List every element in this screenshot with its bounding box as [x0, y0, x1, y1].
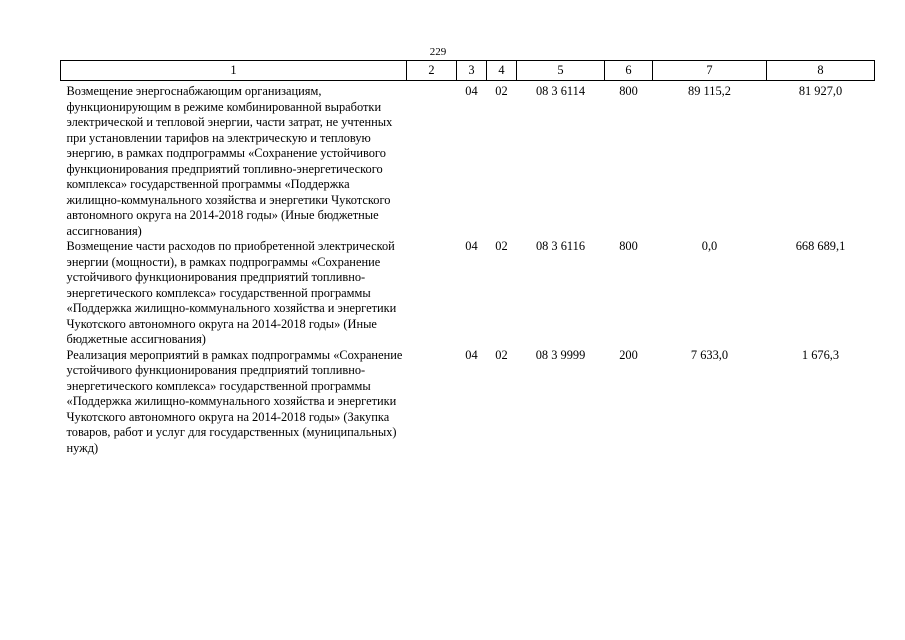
row-section-code: 04: [465, 239, 478, 253]
table-row: [61, 348, 875, 457]
column-header-8: 8: [767, 61, 875, 81]
column-header-3: 3: [457, 61, 487, 81]
row-amount-col8: 668 689,1: [795, 239, 846, 253]
table-header-row: [61, 61, 875, 81]
row-section-code: 04: [465, 84, 478, 98]
row-description: Возмещение энергоснабжающим организациям, функционирующим в режиме комбинированной выработки электрической и тепловой энергии, части затрат, не учтенных при установлении тарифов на электрическую и тепловую энергию, в рамках подпрограммы «Сохранение устойчивого функционирования предприятий топливно-энергетического комплекса» государственной программы «Поддержка жилищно-коммунального хозяйства и энергетики Чукотского автономного округа на 2014-2018 годы» (Иные бюджетные ассигнования): [66, 84, 393, 238]
row-col2: [407, 348, 457, 457]
row-target-article: 08 3 6114: [535, 84, 586, 98]
row-expense-type: 800: [619, 84, 638, 98]
row-amount-col7: 89 115,2: [688, 84, 731, 98]
row-subsection-code: 02: [495, 84, 508, 98]
table-row: [61, 81, 875, 240]
row-col2: [407, 239, 457, 348]
row-target-article: 08 3 6116: [535, 239, 586, 253]
column-header-2: 2: [407, 61, 457, 81]
row-amount-col7: 0,0: [701, 239, 718, 253]
row-expense-type: 200: [619, 347, 638, 362]
table-row: [61, 239, 875, 348]
column-header-4: 4: [487, 61, 517, 81]
row-subsection-code: 02: [495, 347, 508, 362]
column-header-7: 7: [653, 61, 767, 81]
row-expense-type: 800: [619, 239, 638, 253]
row-section-code: 04: [465, 347, 478, 362]
budget-table: [60, 60, 875, 456]
row-amount-col8: 81 927,0: [798, 84, 843, 98]
column-header-6: 6: [605, 61, 653, 81]
row-amount-col7: 7 633,0: [690, 347, 729, 362]
row-description: Возмещение части расходов по приобретенной электрической энергии (мощности), в рамках подпрограммы «Сохранение устойчивого функционирования предприятий топливно-энергетического комплекса» государственной программы «Поддержка жилищно-коммунального хозяйства и энергетики Чукотского автономного округа на 2014-2018 годы» (Иные бюджетные ассигнования): [66, 239, 397, 346]
row-description: Реализация мероприятий в рамках подпрограммы «Сохранение устойчивого функционирования предприятий топливно-энергетического комплекса» государственной программы «Поддержка жилищно-коммунального хозяйства и энергетики Чукотского автономного округа на 2014-2018 годы» (Закупка товаров, работ и услуг для государственных (муниципальных) нужд): [66, 347, 403, 455]
row-subsection-code: 02: [495, 239, 508, 253]
row-target-article: 08 3 9999: [535, 347, 586, 362]
row-col2: [407, 81, 457, 240]
column-header-5: 5: [517, 61, 605, 81]
page-number: 229: [429, 46, 447, 58]
column-header-1: 1: [61, 61, 407, 81]
row-amount-col8: 1 676,3: [801, 347, 840, 362]
